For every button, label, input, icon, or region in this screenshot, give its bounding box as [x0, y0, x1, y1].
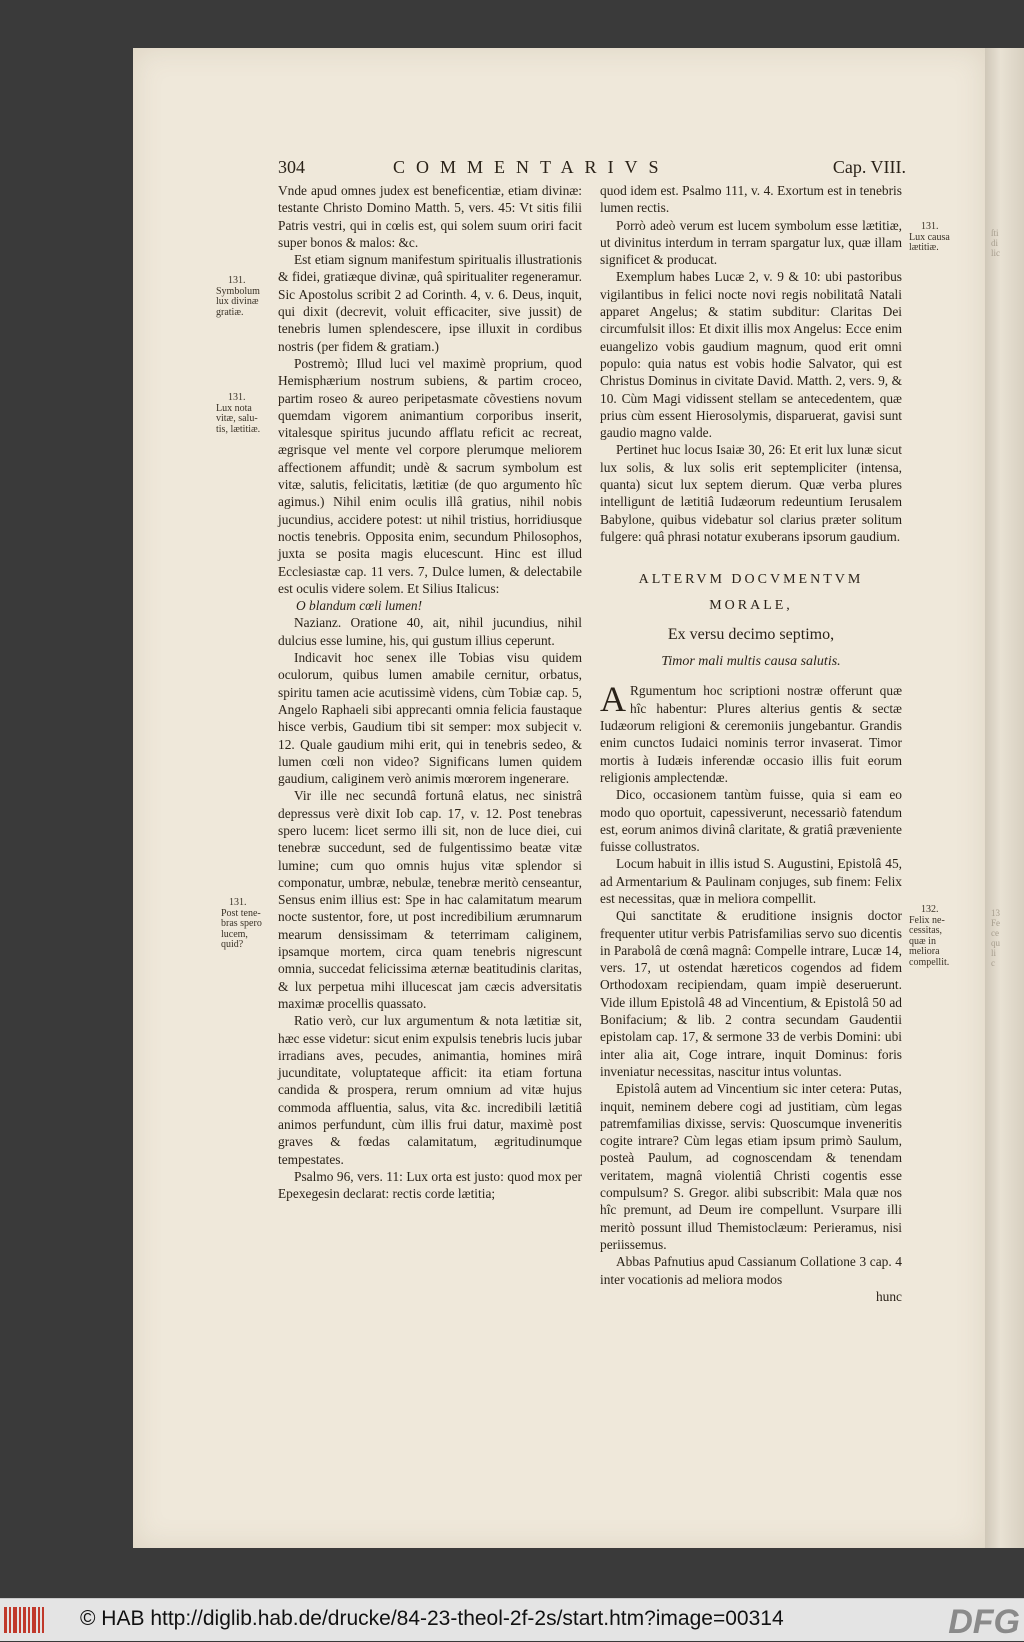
margin-note: 131. Lux nota vitæ, salu- tis, lætitiæ. — [216, 392, 261, 435]
paragraph: Exemplum habes Lucæ 2, v. 9 & 10: ubi pastoribus vigilantibus in felici nocte novi regis nobilitatâ Natali apparet Angelus; & statim subditur: Claritas Dei circumfulsit illos: Et dixit illis mox Angelus: Ecce enim euangelizo vobis gaudium magnum, quod erit omni populo: quia natus est vobis hodie Salvator, qui est Christus Dominus in civitate David. Matth. 2, vers. 9, & 10. Cùm Magi vidissent stellam se antecedentem, quæ prius cùm essent Hierosolymis, disparuerat, gavisi sunt gaudio magno valde. — [600, 269, 902, 441]
source-url[interactable]: © HAB http://diglib.hab.de/drucke/84-23-theol-2f-2s/start.htm?image=00314 — [80, 1607, 784, 1630]
paragraph: Est etiam signum manifestum spiritualis illustrationis & fidei, gratiæque divinæ, quâ spiritualiter regeneramur. Sic Apostolus scribit 2 ad Corinth. 4, v. 6. Deus, inquit, qui dixit (decrevit, voluit efficaciter, sive jussit) de tenebris lumen splendescere, ipse illuxit in cordibus nostris (per fidem & gratiam.) — [278, 252, 582, 354]
paragraph: Abbas Pafnutius apud Cassianum Collatione 3 cap. 4 inter vocationis ad meliora modos — [600, 1254, 902, 1287]
paragraph: Porrò adeò verum est lucem symbolum esse lætitiæ, ut divinitus interdum in terram spargatur lux, quæ illam significet & producat. — [600, 217, 902, 268]
margin-note: 131. Lux causa lætitiæ. — [909, 221, 950, 253]
drop-cap: A — [600, 679, 626, 720]
paragraph: Qui sanctitate & eruditione insignis doctor frequenter utitur verbis Patrisfamilias servo suo dicentis in Parabolâ de cœnâ magnâ: Compelle intrare, Lucæ 14, vers. 17, ut ostendat hæreticos cogendos ad fidem Orthodoxam recipiendam, quam impiè deseruerunt. Vide illum Epistolâ 48 ad Vincentium, & Epistolâ 50 ad Bonifacium; & lib. 2 contra secundam Gaudentii epistolam cap. 17, & sermone 33 de verbis Domini: ubi inter alia ait, Coge intrare, inquit Dominus: foris inveniatur necessitas, nascitur intus voluntas. — [600, 908, 902, 1079]
paragraph: Vir ille nec secundâ fortunâ elatus, nec sinistrâ depressus verè dixit Iob cap. 17, v. 12. Post tenebras spero lucem: licet sermo illi sit, non de luce diei, cui tenebræ succedunt, sed de fulgentissimo beatæ vitæ lumine; cum quo omnis hujus vitæ splendor si componatur, umbræ, nebulæ, tenebræ meritò censeantur, Sensus enim illius est: Spe in hac calamitatum mearum nocte sustentor, fore, ut post incredibilium ærumnarum mearum densissimam & teterrimam caliginem, ipsamque mortem, circa quam tenebris nigrescunt omnia, succedat felicissima æternæ beatitudinis claritas, & lux perpetua mihi illucescat jam cæcis adversitatis maximæ procellis quassato. — [278, 788, 582, 1011]
section-motto: Timor mali multis causa salutis. — [661, 654, 841, 670]
viewer-footer — [0, 1598, 1024, 1641]
section-subtitle: Ex versu decimo septimo, — [667, 625, 835, 643]
dfg-logo: DFG — [948, 1603, 1020, 1641]
verse-quote: O blandum cœli lumen! — [296, 598, 423, 614]
margin-note: 132. Felix ne- cessitas, quæ in meliora compellit. — [909, 904, 950, 968]
paragraph: Locum habuit in illis istud S. Augustini, Epistolâ 45, ad Armentarium & Paulinam conjuges, sub finem: Felix est necessitas, quæ in meliora compellit. — [600, 856, 902, 906]
paragraph: Psalmo 96, vers. 11: Lux orta est justo: quod mox per Epexegesin declarat: rectis corde lætitia; — [278, 1168, 582, 1202]
paragraph: Vnde apud omnes judex est beneficentiæ, etiam divinæ: testante Christo Domino Matth. 5, vers. 45: Vt sitis filii Patris vestri, qui in cœlis est, qui solem suum oriri facit super bonos & malos: &c. — [278, 183, 582, 250]
margin-note: 131. Post tene- bras spero lucem, quid? — [221, 897, 262, 950]
chapter-label: Cap. VIII. — [832, 157, 906, 177]
paragraph: Nazianz. Oratione 40, ait, nihil jucundius, nihil dulcius esse lumine, his, qui gustum illius ceperunt. — [278, 615, 582, 648]
paragraph: A Rgumentum hoc scriptioni nostræ offerunt quæ hîc habentur: Plures alterius gentis & sectæ Iudæorum religioni & ceremoniis jungebantur. Grandis enim cunctos Iudaici nominis terror invaserat. Timor mortis à Iudæis inferendæ occasio illis fuit eorum religionis amplectendæ. — [600, 679, 902, 785]
catchword: hunc — [875, 1288, 902, 1304]
adjacent-page-edge: ſti di lic 13 Fe ce qu li c — [985, 48, 1024, 1548]
right-text-column — [600, 182, 902, 1305]
paragraph: Dico, occasionem tantùm fuisse, quia si eam eo modo quo oportuit, capessiverunt, necessariò fatendum est, eorum animos divinâ claritate, & gratiâ præveniente fuisse collustratos. — [600, 787, 902, 855]
running-title: COMMENTARIVS — [393, 157, 670, 177]
left-text-column — [278, 182, 582, 1203]
section-heading-line2: MORALE, — [709, 597, 793, 613]
paragraph: Pertinet huc locus Isaiæ 30, 26: Et erit lux lunæ sicut lux solis, & lux solis erit septempliciter (intensa, quanta) sicut lux septem dierum. Quæ verba plures intelligunt de lætitiâ Iudæorum redeuntium Ierusalem Babylone, quibus videbatur sol clarius præter solitum fulgere: quâ phrasi notatur exuberans ipsorum gaudium. — [600, 442, 902, 544]
margin-note: 131. Symbolum lux divinæ gratiæ. — [216, 275, 260, 318]
paragraph: quod idem est. Psalmo 111, v. 4. Exortum est in tenebris lumen rectis. — [600, 183, 902, 216]
paragraph: Epistolâ autem ad Vincentium sic inter cetera: Putas, inquit, neminem debere cogi ad justitiam, cùm legas patremfamilias dixisse, servis: Quoscumque inveneritis cogite intrare? Cùm legas etiam ipsum primò Saulum, posteà Paulum, ad cognoscendam & tenendam veritatem, magnâ violentiâ Christi cogentis esse compulsum? S. Gregor. alibi subscribit: Mala quæ nos hîc premunt, ad Deum ire compellunt. Vsurpare illi meritò possunt illud Themistoclæum: Perieramus, nisi periissemus. — [600, 1081, 902, 1252]
paragraph: Ratio verò, cur lux argumentum & nota lætitiæ sit, hæc esse videtur: sicut enim expulsis tenebris lucis jubar irradians aves, pecudes, animantia, homines mirâ jucunditate, voluptateque afficit: ita etiam fortuna candida & prospera, rerum omnium ad vitæ hujus commoda affluentia, salus, vita &c. incredibili lætitiâ animos perfundunt, cùm illis frui datur, maximè post graves & fœdas calamitatum, ægritudinumque tempestates. — [278, 1013, 582, 1167]
paragraph: Indicavit hoc senex ille Tobias visu quidem oculorum, quibus lumen amabile cernitur, orbatus, spiritu tamen acie acutissimè videns, cùm Tobiæ cap. 5, Angelo Raphaeli sibi apprecanti omnia felicia faustaque hisce verbis, Gaudium tibi sit semper: mox subjecit v. 12. Quale gaudium mihi erit, qui in tenebris sedeo, & lumen cœli non video? Significans lumen quidem gaudium, caliginem verò animis mœrorem ingenerare. — [278, 650, 582, 787]
running-header — [278, 157, 906, 179]
paragraph: Postremò; Illud luci vel maximè proprium, quod Hemisphærium nostrum subiens, & partim croceo, partim roseo & aureo peripetasmate cõvestiens novum quemdam vigorem animantium corporibus inserit, vitalesque spiritus jucundo afflatu reficit ac recreat, ægrisque vel mente vel corpore plerumque meliorem affectionem affundit; undè & sacrum symbolum est vitæ, salutis, felicitatis, lætitiæ (de quo argumento hîc agimus.) Nihil enim oculis illâ gratius, nihil nobis jucundius, accidere potest: ut nihil tristius, horridiusque noctis tenebris. Opposita enim, secundum Philosophos, juxta se posita magis elucescunt. Hinc est illud Ecclesiastæ cap. 11 vers. 7, Dulce lumen, & delectabile est oculis videre solem. Et Silius Italicus: — [278, 355, 582, 596]
hab-barcode-logo-icon — [4, 1607, 44, 1633]
section-heading: ALTERVM DOCVMENTVM — [638, 572, 864, 588]
page-number: 304 — [278, 157, 305, 177]
